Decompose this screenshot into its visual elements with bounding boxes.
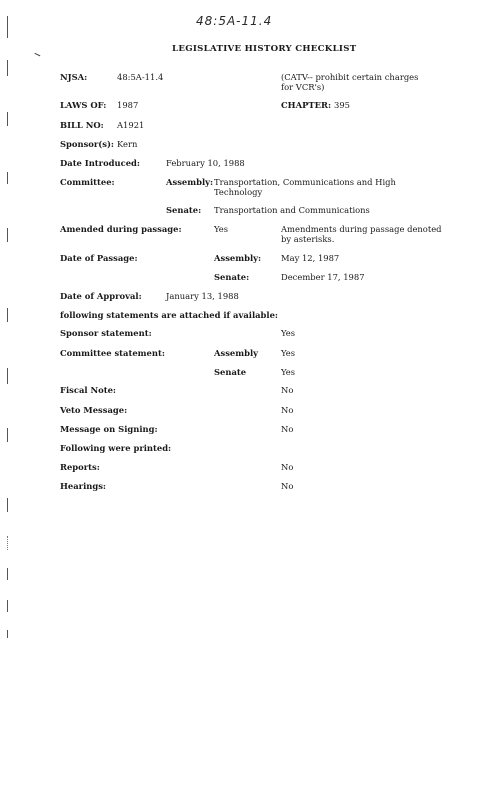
date-of-approval-value: January 13, 1988: [166, 291, 239, 301]
date-introduced-label: Date Introduced:: [60, 158, 140, 168]
hearings-value: No: [281, 481, 294, 491]
passage-assembly-value: May 12, 1987: [281, 253, 340, 263]
margin-mark: [7, 228, 8, 242]
message-on-signing-label: Message on Signing:: [60, 424, 158, 434]
veto-message-value: No: [281, 405, 294, 415]
committee-senate-label: Senate:: [166, 205, 202, 215]
message-on-signing-value: No: [281, 424, 294, 434]
committee-statement-label: Committee statement:: [60, 348, 165, 358]
statements-heading: following statements are attached if available:: [60, 310, 279, 320]
chapter-value: 395: [334, 100, 350, 110]
date-of-approval-label: Date of Approval:: [60, 291, 142, 301]
date-of-passage-label: Date of Passage:: [60, 253, 138, 263]
committee-assembly-line-2: Technology: [214, 187, 263, 197]
njsa-label: NJSA:: [60, 72, 88, 82]
margin-mark: [7, 16, 8, 38]
handwritten-reference: 48:5A-11.4: [196, 14, 273, 28]
committee-label: Committee:: [60, 177, 115, 187]
fiscal-note-value: No: [281, 385, 294, 395]
committee-statement-assembly-value: Yes: [281, 348, 296, 358]
subject-line-1: (CATV-- prohibit certain charges: [281, 72, 419, 82]
date-introduced-value: February 10, 1988: [166, 158, 245, 168]
committee-assembly-line-1: Transportation, Communications and High: [214, 177, 396, 187]
amended-note-line-2: by asterisks.: [281, 234, 335, 244]
subject-line-2: for VCR's): [281, 82, 325, 92]
amended-value: Yes: [214, 224, 229, 234]
committee-statement-assembly-label: Assembly: [214, 348, 259, 358]
committee-statement-senate-label: Senate: [214, 367, 247, 377]
bill-no-label: BILL NO:: [60, 120, 104, 130]
veto-message-label: Veto Message:: [60, 405, 128, 415]
committee-senate-value: Transportation and Communications: [214, 205, 370, 215]
stray-mark: [34, 53, 41, 58]
passage-senate-label: Senate:: [214, 272, 250, 282]
page-title: LEGISLATIVE HISTORY CHECKLIST: [172, 44, 357, 54]
reports-value: No: [281, 462, 294, 472]
margin-mark: [7, 60, 8, 76]
margin-mark: [7, 600, 8, 612]
committee-assembly-label: Assembly:: [166, 177, 214, 187]
margin-mark: [7, 368, 8, 384]
margin-mark: [7, 172, 8, 184]
laws-of-label: LAWS OF:: [60, 100, 107, 110]
sponsor-label: Sponsor(s):: [60, 139, 115, 149]
amended-note-line-1: Amendments during passage denoted: [281, 224, 442, 234]
sponsor-statement-value: Yes: [281, 328, 296, 338]
margin-mark: [7, 536, 9, 550]
margin-mark: [7, 308, 8, 322]
fiscal-note-label: Fiscal Note:: [60, 385, 116, 395]
sponsor-statement-label: Sponsor statement:: [60, 328, 152, 338]
hearings-label: Hearings:: [60, 481, 107, 491]
laws-of-value: 1987: [117, 100, 139, 110]
passage-senate-value: December 17, 1987: [281, 272, 365, 282]
bill-no-value: A1921: [117, 120, 145, 130]
sponsor-value: Kern: [117, 139, 138, 149]
njsa-value: 48:5A-11.4: [117, 72, 164, 82]
reports-label: Reports:: [60, 462, 100, 472]
margin-mark: [7, 112, 8, 126]
margin-mark: [7, 568, 8, 580]
amended-label: Amended during passage:: [60, 224, 182, 234]
printed-heading: Following were printed:: [60, 443, 172, 453]
margin-mark: [7, 498, 8, 512]
passage-assembly-label: Assembly:: [214, 253, 262, 263]
margin-mark: [7, 428, 8, 442]
chapter-label: CHAPTER:: [281, 100, 332, 110]
committee-statement-senate-value: Yes: [281, 367, 296, 377]
margin-mark: [7, 630, 8, 638]
